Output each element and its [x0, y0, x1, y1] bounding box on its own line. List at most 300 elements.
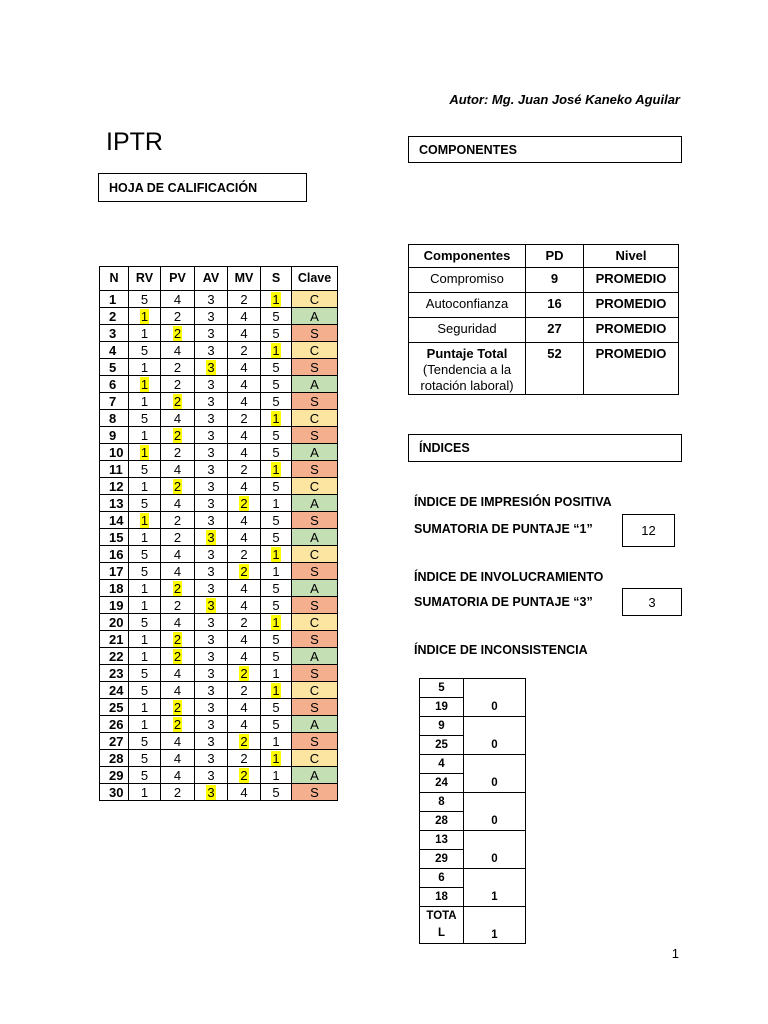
clave-cell: S	[292, 393, 338, 410]
score-cell	[161, 665, 195, 682]
score-row	[100, 376, 338, 393]
score-value: 3	[207, 614, 215, 630]
score-value: 4	[240, 444, 248, 460]
score-value: 4	[240, 308, 248, 324]
score-cell	[129, 393, 161, 410]
selected-score: 3	[207, 529, 215, 545]
score-row	[100, 631, 338, 648]
total-cell	[409, 343, 526, 395]
row-number: 11	[100, 461, 129, 478]
row-number: 15	[100, 529, 129, 546]
selected-score: 2	[240, 767, 248, 783]
score-value: 1	[140, 631, 149, 647]
item-a: 6	[420, 869, 464, 888]
row-number: 9	[100, 427, 129, 444]
score-cell	[195, 512, 228, 529]
row-number: 1	[100, 291, 129, 308]
score-cell	[261, 665, 292, 682]
clave-cell: A	[292, 308, 338, 325]
clave-cell: S	[292, 325, 338, 342]
row-number: 19	[100, 597, 129, 614]
score-value: 5	[272, 512, 280, 528]
impresion-sum-label: SUMATORIA DE PUNTAJE “1”	[414, 522, 593, 536]
score-value: 4	[240, 699, 248, 715]
score-cell	[129, 325, 161, 342]
score-value: 1	[140, 325, 149, 341]
header-clave: Clave	[292, 267, 338, 291]
score-cell	[129, 342, 161, 359]
score-cell	[261, 495, 292, 512]
score-row	[100, 716, 338, 733]
score-value: 4	[173, 410, 182, 426]
selected-score: 2	[240, 665, 248, 681]
selected-score: 3	[207, 359, 215, 375]
score-cell	[129, 495, 161, 512]
score-row	[100, 733, 338, 750]
score-cell	[195, 308, 228, 325]
selected-score: 2	[173, 393, 182, 409]
score-row	[100, 444, 338, 461]
score-value: 3	[207, 393, 215, 409]
score-cell	[129, 359, 161, 376]
score-value: 3	[207, 342, 215, 358]
score-value: 3	[207, 427, 215, 443]
score-cell	[228, 767, 261, 784]
score-row	[100, 563, 338, 580]
score-value: 2	[240, 342, 248, 358]
score-cell	[161, 699, 195, 716]
score-cell	[161, 682, 195, 699]
score-row	[100, 495, 338, 512]
item-b: 18	[420, 888, 464, 907]
total-note: (Tendencia a la rotación laboral)	[420, 362, 514, 393]
score-cell	[261, 342, 292, 359]
score-value: 2	[240, 682, 248, 698]
score-cell	[129, 308, 161, 325]
selected-score: 1	[272, 461, 280, 477]
selected-score: 1	[272, 342, 280, 358]
selected-score: 2	[173, 648, 182, 664]
score-value: 4	[173, 563, 182, 579]
score-value: 1	[272, 563, 280, 579]
score-cell	[129, 512, 161, 529]
total-pd: 52	[526, 343, 584, 395]
total-label-top: TOTA	[426, 910, 457, 922]
score-value: 1	[140, 597, 149, 613]
score-value: 1	[272, 665, 280, 681]
row-number: 6	[100, 376, 129, 393]
score-value: 5	[272, 427, 280, 443]
score-value: 3	[207, 648, 215, 664]
score-value: 3	[207, 563, 215, 579]
score-cell	[161, 784, 195, 801]
score-value: 4	[240, 597, 248, 613]
author-line: Autor: Mg. Juan José Kaneko Aguilar	[449, 92, 680, 107]
score-cell	[261, 597, 292, 614]
score-cell	[195, 359, 228, 376]
score-value: 5	[272, 308, 280, 324]
score-value: 3	[207, 733, 215, 749]
score-cell	[261, 750, 292, 767]
score-cell	[261, 359, 292, 376]
selected-score: 1	[272, 750, 280, 766]
score-value: 3	[207, 461, 215, 477]
score-cell	[161, 546, 195, 563]
row-number: 10	[100, 444, 129, 461]
score-cell	[129, 750, 161, 767]
score-cell	[261, 308, 292, 325]
score-value: 5	[272, 784, 280, 800]
score-cell	[261, 563, 292, 580]
item-a: 13	[420, 831, 464, 850]
selected-score: 1	[272, 410, 280, 426]
item-a: 9	[420, 717, 464, 736]
selected-score: 2	[173, 631, 182, 647]
score-cell	[228, 512, 261, 529]
row-number: 29	[100, 767, 129, 784]
row-number: 8	[100, 410, 129, 427]
score-value: 3	[207, 410, 215, 426]
score-cell	[129, 291, 161, 308]
score-cell	[228, 563, 261, 580]
score-cell	[195, 325, 228, 342]
selected-score: 1	[140, 308, 149, 324]
score-row	[100, 597, 338, 614]
score-cell	[228, 461, 261, 478]
component-row	[409, 293, 679, 318]
inconsistency-row	[420, 717, 526, 736]
involucramiento-title: ÍNDICE DE INVOLUCRAMIENTO	[414, 570, 604, 584]
score-cell	[129, 699, 161, 716]
score-cell	[228, 478, 261, 495]
score-value: 3	[207, 631, 215, 647]
score-cell	[195, 410, 228, 427]
score-value: 4	[240, 648, 248, 664]
score-cell	[129, 648, 161, 665]
score-value: 1	[140, 699, 149, 715]
score-row	[100, 614, 338, 631]
score-value: 4	[173, 682, 182, 698]
score-value: 1	[272, 767, 280, 783]
score-cell	[129, 478, 161, 495]
score-value: 3	[207, 512, 215, 528]
item-b: 24	[420, 774, 464, 793]
score-cell	[195, 631, 228, 648]
score-cell	[195, 563, 228, 580]
inconsistency-row	[420, 831, 526, 850]
score-cell	[161, 733, 195, 750]
clave-cell: S	[292, 665, 338, 682]
score-cell	[261, 784, 292, 801]
score-cell	[195, 529, 228, 546]
score-cell	[195, 376, 228, 393]
total-label-bottom: L	[437, 927, 446, 939]
score-cell	[228, 614, 261, 631]
score-value: 4	[173, 495, 182, 511]
row-number: 7	[100, 393, 129, 410]
score-value: 5	[272, 580, 280, 596]
score-cell	[228, 393, 261, 410]
score-cell	[129, 376, 161, 393]
score-cell	[161, 512, 195, 529]
score-value: 2	[173, 529, 182, 545]
score-cell	[129, 529, 161, 546]
score-cell	[261, 529, 292, 546]
involucramiento-value-box	[622, 588, 682, 616]
impresion-value: 12	[641, 523, 656, 538]
score-cell	[161, 308, 195, 325]
row-number: 20	[100, 614, 129, 631]
score-cell	[195, 342, 228, 359]
score-cell	[228, 699, 261, 716]
score-cell	[129, 733, 161, 750]
score-value: 5	[272, 699, 280, 715]
header-componentes: Componentes	[409, 245, 526, 268]
score-cell	[228, 546, 261, 563]
componentes-box	[408, 136, 682, 163]
total-row	[409, 343, 679, 395]
row-number: 16	[100, 546, 129, 563]
header-pd: PD	[526, 245, 584, 268]
score-value: 5	[140, 665, 149, 681]
score-cell	[261, 427, 292, 444]
score-row	[100, 784, 338, 801]
score-value: 2	[173, 376, 182, 392]
pair-result: 0	[464, 679, 526, 717]
total-label: Puntaje Total	[426, 346, 508, 361]
header-n: N	[100, 267, 129, 291]
clave-cell: S	[292, 733, 338, 750]
score-cell	[228, 410, 261, 427]
component-nivel: PROMEDIO	[584, 268, 679, 293]
score-value: 2	[240, 410, 248, 426]
clave-cell: C	[292, 291, 338, 308]
clave-cell: S	[292, 699, 338, 716]
score-cell	[161, 495, 195, 512]
row-number: 28	[100, 750, 129, 767]
score-cell	[161, 410, 195, 427]
score-value: 5	[140, 495, 149, 511]
score-value: 2	[240, 546, 248, 562]
score-row	[100, 461, 338, 478]
score-cell	[129, 784, 161, 801]
score-cell	[228, 716, 261, 733]
inconsistency-row	[420, 869, 526, 888]
score-value: 1	[272, 495, 280, 511]
item-b: 29	[420, 850, 464, 869]
score-value: 5	[140, 461, 149, 477]
clave-cell: C	[292, 682, 338, 699]
score-row	[100, 699, 338, 716]
score-value: 1	[140, 427, 149, 443]
score-cell	[161, 461, 195, 478]
score-value: 5	[140, 410, 149, 426]
inconsistency-row	[420, 679, 526, 698]
score-cell	[195, 767, 228, 784]
score-value: 1	[140, 359, 149, 375]
score-cell	[261, 325, 292, 342]
score-cell	[129, 444, 161, 461]
score-cell	[195, 495, 228, 512]
score-value: 4	[173, 461, 182, 477]
score-cell	[228, 342, 261, 359]
score-cell	[261, 478, 292, 495]
score-row	[100, 291, 338, 308]
score-cell	[161, 648, 195, 665]
clave-cell: C	[292, 342, 338, 359]
row-number: 3	[100, 325, 129, 342]
header-s: S	[261, 267, 292, 291]
score-value: 2	[173, 444, 182, 460]
score-value: 4	[173, 750, 182, 766]
score-cell	[195, 427, 228, 444]
score-value: 2	[173, 597, 182, 613]
selected-score: 1	[272, 682, 280, 698]
score-cell	[129, 427, 161, 444]
score-cell	[129, 682, 161, 699]
selected-score: 2	[173, 427, 182, 443]
score-cell	[261, 393, 292, 410]
score-value: 3	[207, 444, 215, 460]
clave-cell: A	[292, 444, 338, 461]
score-row	[100, 682, 338, 699]
selected-score: 2	[173, 716, 182, 732]
row-number: 23	[100, 665, 129, 682]
score-value: 5	[272, 529, 280, 545]
score-value: 4	[240, 512, 248, 528]
component-pd: 27	[526, 318, 584, 343]
row-number: 27	[100, 733, 129, 750]
score-cell	[228, 444, 261, 461]
involucramiento-sum-label: SUMATORIA DE PUNTAJE “3”	[414, 595, 593, 609]
clave-cell: A	[292, 580, 338, 597]
component-row	[409, 268, 679, 293]
score-row	[100, 546, 338, 563]
selected-score: 2	[173, 580, 182, 596]
score-cell	[195, 784, 228, 801]
score-value: 4	[240, 325, 248, 341]
score-cell	[161, 376, 195, 393]
score-cell	[195, 682, 228, 699]
score-cell	[261, 767, 292, 784]
row-number: 2	[100, 308, 129, 325]
inconsistencia-title: ÍNDICE DE INCONSISTENCIA	[414, 643, 588, 657]
inconsistency-row	[420, 793, 526, 812]
indices-box	[408, 434, 682, 462]
score-cell	[161, 631, 195, 648]
component-row	[409, 318, 679, 343]
score-cell	[195, 716, 228, 733]
score-row	[100, 648, 338, 665]
score-value: 5	[140, 546, 149, 562]
score-cell	[161, 478, 195, 495]
clave-cell: C	[292, 410, 338, 427]
component-name: Seguridad	[409, 318, 526, 343]
clave-cell: S	[292, 512, 338, 529]
score-row	[100, 393, 338, 410]
score-value: 5	[272, 393, 280, 409]
score-cell	[161, 597, 195, 614]
score-cell	[161, 563, 195, 580]
impresion-title: ÍNDICE DE IMPRESIÓN POSITIVA	[414, 495, 612, 509]
score-row	[100, 308, 338, 325]
score-cell	[129, 665, 161, 682]
clave-cell: A	[292, 716, 338, 733]
row-number: 21	[100, 631, 129, 648]
score-value: 4	[173, 665, 182, 681]
involucramiento-value: 3	[648, 594, 656, 610]
score-value: 4	[173, 614, 182, 630]
score-value: 4	[240, 716, 248, 732]
header-av: AV	[195, 267, 228, 291]
page-number: 1	[671, 946, 679, 961]
score-cell	[195, 393, 228, 410]
clave-cell: A	[292, 495, 338, 512]
selected-score: 1	[272, 614, 280, 630]
score-row	[100, 427, 338, 444]
score-value: 5	[272, 631, 280, 647]
score-cell	[228, 733, 261, 750]
score-value: 3	[207, 699, 215, 715]
score-value: 3	[207, 495, 215, 511]
score-value: 4	[240, 631, 248, 647]
score-cell	[195, 665, 228, 682]
score-cell	[161, 393, 195, 410]
score-cell	[195, 733, 228, 750]
score-cell	[261, 682, 292, 699]
score-cell	[161, 614, 195, 631]
row-number: 4	[100, 342, 129, 359]
score-value: 3	[207, 750, 215, 766]
row-number: 24	[100, 682, 129, 699]
score-cell	[228, 682, 261, 699]
score-value: 3	[207, 546, 215, 562]
score-cell	[228, 631, 261, 648]
score-cell	[129, 614, 161, 631]
header-pv: PV	[161, 267, 195, 291]
score-cell	[129, 716, 161, 733]
component-pd: 16	[526, 293, 584, 318]
selected-score: 3	[207, 784, 215, 800]
score-value: 5	[140, 291, 149, 307]
score-row	[100, 342, 338, 359]
score-cell	[161, 291, 195, 308]
score-value: 1	[140, 529, 149, 545]
score-cell	[228, 750, 261, 767]
score-cell	[261, 614, 292, 631]
clave-cell: S	[292, 359, 338, 376]
score-value: 5	[272, 376, 280, 392]
score-cell	[161, 359, 195, 376]
score-value: 4	[173, 767, 182, 783]
score-cell	[261, 376, 292, 393]
score-cell	[195, 546, 228, 563]
header-nivel: Nivel	[584, 245, 679, 268]
clave-cell: C	[292, 478, 338, 495]
score-value: 5	[272, 444, 280, 460]
score-cell	[161, 580, 195, 597]
score-cell	[195, 750, 228, 767]
clave-cell: S	[292, 427, 338, 444]
score-cell	[228, 291, 261, 308]
score-cell	[129, 631, 161, 648]
header-rv: RV	[129, 267, 161, 291]
score-value: 5	[140, 614, 149, 630]
score-value: 5	[272, 478, 280, 494]
score-cell	[161, 444, 195, 461]
score-cell	[228, 495, 261, 512]
hoja-calificacion-label: HOJA DE CALIFICACIÓN	[109, 180, 258, 195]
